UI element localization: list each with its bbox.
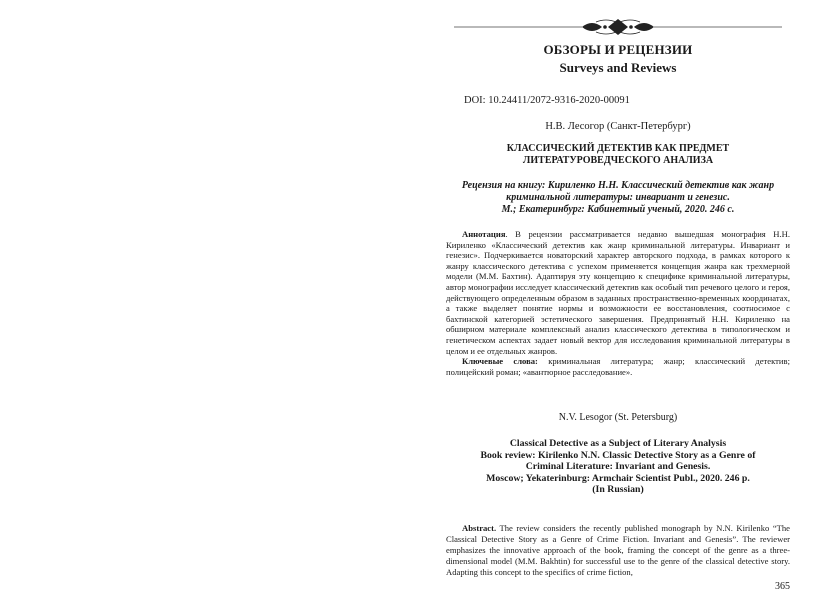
section-subtitle: Surveys and Reviews: [559, 60, 677, 75]
article-title-ru: [456, 143, 780, 167]
doi: DOI: 10.24411/2072-9316-2020-00091: [464, 95, 630, 106]
title-en-line: Classical Detective as a Subject of Literary Analysis: [509, 438, 727, 449]
page-number: 365: [775, 581, 790, 592]
ornament-divider: [446, 18, 790, 36]
article-title-en: [446, 438, 790, 496]
keywords-ru-paragraph: [446, 356, 790, 377]
abstract-ru-text: . В рецензии рассматривается недавно вышедшая монография Н.Н. Кириленко «Классический детектив как жанр криминальной литературы. Инвариант и генезис». Подчеркивается новаторский характер авторского подхода, в рамках которого к жанру классического детектива с успехом применяется концепция жанра как трехмерной модели (М.М. Бахтин). Адаптируя эту концепцию к специфике криминальной литературы, автор монографии исследует классический детектив как особый тип речевого целого и героя, действующего определенным образом в заданных пространственно-временных координатах, а также выделяет понятие нормы и возможности ее восстановления, соотносимое с бахтинской категорией эстетического завершения. Предпринятый Н.Н. Кириленко на обширном материале комплексный анализ классического детектива в типологическом и генетическом аспектах задает новый вектор для исследования криминальной литературы в целом и ее отдельных жанров.: [446, 229, 790, 356]
title-en-line: Criminal Literature: Invariant and Genesis.: [525, 461, 711, 473]
review-citation-ru: [446, 180, 790, 216]
abstract-en-label: Abstract.: [462, 523, 497, 533]
section-title: ОБЗОРЫ И РЕЦЕНЗИИ: [543, 42, 693, 57]
journal-page: [446, 0, 790, 609]
abstract-ru: [446, 229, 790, 377]
author-ru: Н.В. Лесогор (Санкт-Петербург): [545, 121, 691, 132]
title-en-line: Moscow; Yekaterinburg: Armchair Scientist Publ., 2020. 246 p.: [486, 472, 750, 484]
title-en-line: Book review: Kirilenko N.N. Classic Detective Story as a Genre of: [480, 449, 756, 461]
keywords-ru-label: Ключевые слова:: [462, 356, 538, 367]
abstract-ru-label: Аннотация: [462, 229, 506, 239]
review-ru-line: криминальной литературы: инвариант и генезис.: [506, 192, 730, 203]
review-ru-line: М.; Екатеринбург: Кабинетный ученый, 2020. 246 с.: [501, 204, 735, 215]
review-ru-line: Рецензия на книгу: Кириленко Н.Н. Классический детектив как жанр: [461, 180, 775, 191]
keywords-ru-text: криминальная литература; жанр; классический детектив; полицейский роман; «авантюрное расследование».: [446, 356, 790, 377]
abstract-ru-paragraph: [446, 229, 790, 356]
abstract-en-text: The review considers the recently published monograph by N.N. Kirilenko “The Classical Detective Story as a Genre of Crime Fiction. Invariant and Genesis”. The reviewer emphasizes the innovative approach of the book, framing the concept of the genre as a three-dimensional model (M.M. Bakhtin) for successful use to the genre of the classical detective story. Adapting this concept to the specifics of crime fiction,: [446, 523, 790, 577]
abstract-en-paragraph: [446, 523, 790, 578]
author-en: N.V. Lesogor (St. Petersburg): [558, 412, 678, 423]
title-ru-line: КЛАССИЧЕСКИЙ ДЕТЕКТИВ КАК ПРЕДМЕТ: [506, 143, 730, 154]
abstract-en: [446, 523, 790, 578]
title-en-line: (In Russian): [592, 484, 644, 496]
title-ru-line: ЛИТЕРАТУРОВЕДЧЕСКОГО АНАЛИЗА: [522, 155, 714, 166]
